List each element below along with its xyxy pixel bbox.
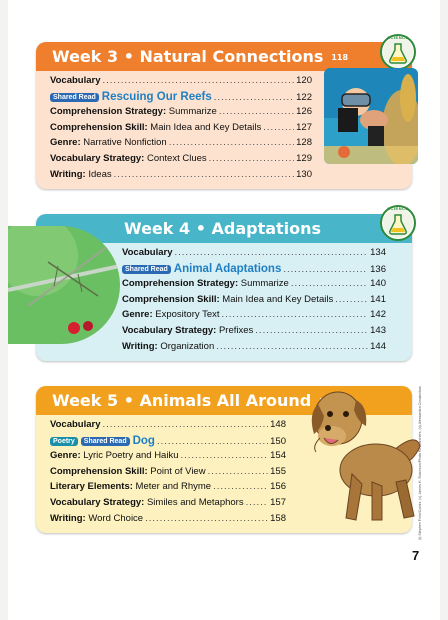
toc-page-number: 134 [370, 247, 386, 258]
toc-entry-label [50, 91, 212, 103]
toc-entry-detail: Summarize [166, 106, 217, 118]
story-title: Animal Adaptations [173, 262, 282, 275]
dot-leader [291, 278, 368, 289]
toc-entry-label [50, 481, 211, 492]
toc-entry-detail: Point of View [147, 465, 206, 477]
toc-entry [122, 278, 386, 294]
toc-entry-detail: Organization [157, 340, 215, 352]
toc-entry-detail: Context Clues [144, 152, 207, 164]
toc-entry [50, 106, 312, 122]
toc-entry-detail: Lyric Poetry and Haiku [80, 450, 179, 462]
week-3-header [36, 42, 412, 71]
toc-entry-heading: Genre: [122, 309, 153, 321]
toc-entry-heading: Comprehension Strategy: [122, 278, 239, 290]
toc-entry-label [122, 325, 253, 336]
page-number: 7 [412, 548, 420, 563]
dot-leader [169, 137, 294, 148]
dot-leader [175, 247, 369, 258]
toc-page-number: 141 [370, 293, 386, 305]
toc-entry-label [50, 106, 217, 117]
week-3-title: Week 3 • Natural Connections [52, 47, 324, 66]
table-of-contents-page [8, 0, 440, 620]
toc-page-number: 150 [270, 435, 286, 447]
dot-leader [255, 325, 368, 336]
shared-read-tag: Shared Read [122, 265, 171, 274]
week-5-title: Week 5 • Animals All Around [52, 391, 312, 410]
toc-page-number: 127 [296, 121, 312, 133]
photo-credit: (t) Stephen Frink/Corbis; (c) James H. Robinson/Photo Researchers; (b) Alessandra Cimatoribus [418, 386, 422, 540]
week-3-contents-list [50, 75, 312, 184]
scuba-divers-coral-reef-photo [324, 68, 418, 164]
toc-page-number: 122 [296, 91, 312, 103]
toc-entry-label [50, 122, 261, 133]
toc-entry-detail: Main Idea and Key Details [219, 293, 334, 305]
toc-entry [50, 419, 286, 435]
toc-entry [50, 466, 286, 482]
toc-entry-heading: Genre: [50, 450, 81, 462]
toc-page-number: 120 [296, 75, 312, 86]
toc-page-number: 129 [296, 152, 312, 164]
toc-entry-detail: Word Choice [85, 512, 144, 524]
dot-leader [208, 466, 269, 477]
toc-entry-heading: Comprehension Strategy: [50, 106, 167, 118]
toc-entry [50, 122, 312, 138]
toc-entry-detail: Meter and Rhyme [132, 481, 212, 493]
dot-leader [283, 264, 368, 275]
toc-page-number: 157 [270, 496, 286, 508]
toc-entry [122, 325, 386, 341]
week-4-contents-list [122, 247, 386, 356]
toc-entry-label [122, 247, 173, 258]
toc-entry [122, 341, 386, 357]
toc-entry-detail: Narrative Nonfiction [80, 137, 167, 149]
dot-leader [214, 92, 294, 103]
toc-entry [122, 263, 386, 279]
toc-entry-heading: Genre: [50, 137, 81, 149]
toc-entry-label [122, 294, 333, 305]
toc-entry-detail: Summarize [238, 278, 289, 290]
toc-entry-label [122, 341, 214, 352]
dot-leader [216, 341, 368, 352]
toc-entry-heading: Comprehension Skill: [50, 121, 148, 133]
toc-entry-label [50, 435, 155, 447]
toc-entry-detail: Main Idea and Key Details [147, 121, 262, 133]
toc-page-number: 158 [270, 512, 286, 524]
flask-icon [380, 34, 416, 70]
toc-entry [50, 497, 286, 513]
toc-page-number: 140 [370, 278, 386, 290]
toc-page-number: 148 [270, 419, 286, 430]
week-3-page: 118 [331, 53, 349, 62]
toc-page-number: 154 [270, 450, 286, 462]
story-title: Dog [132, 434, 155, 447]
toc-page-number: 128 [296, 137, 312, 149]
dot-leader [157, 436, 268, 447]
shared-read-tag: Shared Read [50, 93, 99, 102]
flask-icon [380, 205, 416, 241]
toc-page-number: 156 [270, 481, 286, 493]
toc-page-number: 144 [370, 340, 386, 352]
toc-entry [50, 91, 312, 107]
shared-read-tag: Shared Read [81, 437, 130, 446]
dot-leader [246, 497, 269, 508]
dot-leader [335, 294, 368, 305]
dot-leader [180, 450, 268, 461]
toc-entry-heading: Comprehension Skill: [122, 293, 220, 305]
toc-entry-heading: Writing: [50, 168, 86, 180]
toc-entry-label [122, 263, 281, 275]
toc-entry [50, 137, 312, 153]
toc-entry [50, 75, 312, 91]
dot-leader [213, 481, 268, 492]
toc-entry [50, 169, 312, 185]
toc-entry [122, 294, 386, 310]
dot-leader [222, 309, 369, 320]
toc-entry-label [50, 513, 143, 524]
toc-entry-heading: Literary Elements: [50, 481, 133, 493]
toc-entry-heading: Vocabulary Strategy: [122, 324, 217, 336]
toc-entry-label [50, 419, 101, 430]
toc-entry [50, 481, 286, 497]
toc-entry-label [122, 309, 220, 320]
story-title: Rescuing Our Reefs [101, 90, 212, 103]
toc-entry-label [50, 153, 207, 164]
toc-entry-heading: Vocabulary [50, 419, 101, 430]
dot-leader [209, 153, 295, 164]
toc-entry [122, 309, 386, 325]
poetry-tag: Poetry [50, 437, 78, 446]
toc-entry-label [50, 75, 101, 86]
dot-leader [114, 169, 295, 180]
toc-page-number: 143 [370, 324, 386, 336]
dot-leader [103, 419, 269, 430]
toc-entry-label [50, 466, 206, 477]
toc-entry-heading: Vocabulary Strategy: [50, 496, 145, 508]
toc-entry-label [50, 169, 112, 180]
toc-entry-heading: Writing: [50, 512, 86, 524]
toc-entry-heading: Vocabulary [122, 247, 173, 258]
toc-entry-label [50, 450, 178, 461]
toc-entry [50, 450, 286, 466]
toc-entry [50, 153, 312, 169]
toc-entry-detail: Prefixes [216, 324, 254, 336]
toc-entry-detail: Expository Text [152, 309, 220, 321]
toc-page-number: 142 [370, 309, 386, 321]
dot-leader [263, 122, 294, 133]
toc-page-number: 136 [370, 263, 386, 275]
toc-page-number: 130 [296, 168, 312, 180]
science-badge-label: SCIENCE [387, 35, 409, 40]
toc-entry-heading: Comprehension Skill: [50, 465, 148, 477]
toc-entry-heading: Writing: [122, 340, 158, 352]
dot-leader [219, 106, 294, 117]
science-badge-label: SCIENCE [387, 206, 409, 211]
toc-entry-heading: Vocabulary Strategy: [50, 152, 145, 164]
toc-entry-detail: Similes and Metaphors [144, 496, 244, 508]
week-4-title: Week 4 • Adaptations [124, 219, 322, 238]
dot-leader [103, 75, 295, 86]
week-5-contents-list [50, 419, 286, 528]
toc-page-number: 155 [270, 465, 286, 477]
toc-entry [50, 435, 286, 451]
toc-entry-label [122, 278, 289, 289]
dot-leader [145, 513, 268, 524]
toc-entry [50, 513, 286, 529]
toc-entry-heading: Vocabulary [50, 75, 101, 86]
toc-entry-label [50, 137, 167, 148]
dog-illustration [302, 378, 426, 528]
toc-page-number: 126 [296, 106, 312, 118]
toc-entry [122, 247, 386, 263]
toc-entry-label [50, 497, 244, 508]
toc-entry-detail: Ideas [85, 168, 112, 180]
